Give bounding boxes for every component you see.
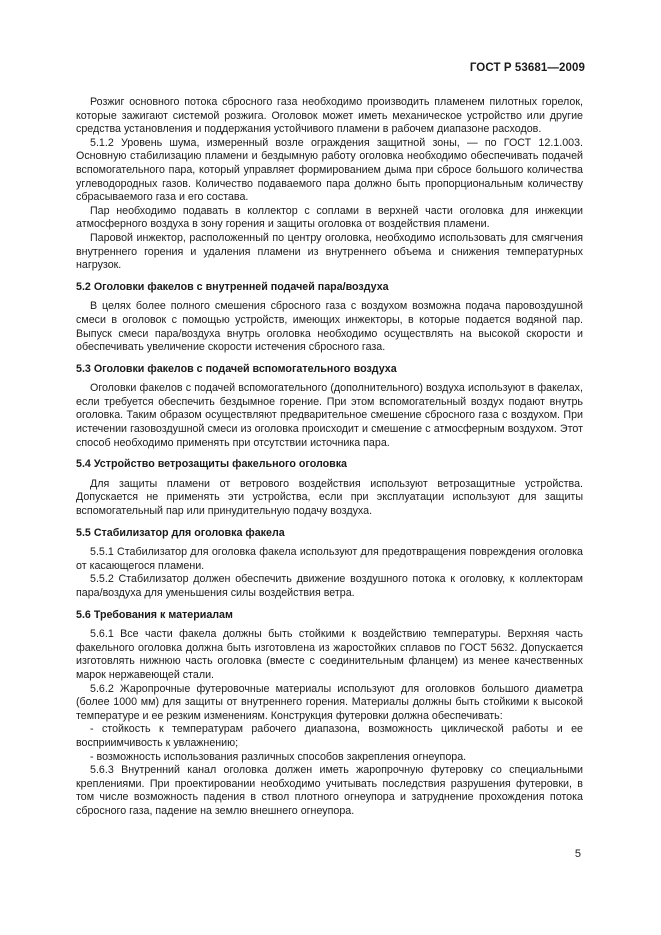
- page-body: [76, 96, 583, 819]
- section-heading: 5.5 Стабилизатор для оголовка факела: [76, 526, 285, 539]
- paragraph: 5.6.3 Внутренний канал оголовка должен иметь жаропрочную футеровку со специальными креплениями. При проектировании необходимо учитывать последствия разрушения футеровки, в том числе возможность падения в ствол плотного огнеупора и затруднение прохождения потока сбросного газа, падение на землю внешнего огнеупора.: [76, 764, 583, 817]
- paragraph: Паровой инжектор, расположенный по центру оголовка, необходимо использовать для смягчения внутреннего горения и удаления пламени из внутреннего объема и снижения температурных нагрузок.: [76, 231, 583, 272]
- page-number: 5: [574, 848, 581, 860]
- paragraph: В целях более полного смешения сбросного газа с воздухом возможна подача паровоздушной смеси в оголовок с помощью устройств, имеющих инжекторы, в которые подается водяной пар. Выпуск смеси пара/воздуха внутрь оголовка необходимо осуществлять на высокой скорости и обеспечивать увеличение скорости истечения сбросного газа.: [76, 300, 583, 354]
- section-heading: 5.2 Оголовки факелов с внутренней подачей пара/воздуха: [76, 280, 389, 293]
- paragraph: 5.5.2 Стабилизатор должен обеспечить движение воздушного потока к оголовку, к коллекторам пара/воздуха для уменьшения силы воздействия ветра.: [76, 573, 583, 599]
- section-heading: 5.6 Требования к материалам: [76, 608, 233, 621]
- paragraph: Оголовки факелов с подачей вспомогательного (дополнительного) воздуха используют в факелах, если требуется обеспечить бездымное горение. При этом вспомогательный воздух подают внутрь оголовка. Таким образом осуществляют предварительное смешение сбросного газа с воздухом. При истечении газовоздушной смеси из оголовка происходит и смешение с атмосферным воздухом. Этот способ необходимо применять при отсутствии источника пара.: [76, 382, 583, 449]
- paragraph: Розжиг основного потока сбросного газа необходимо производить пламенем пилотных горелок, которые зажигают системой розжига. Оголовок может иметь механическое устройство или другие средства установления и поддержания устойчивого пламени в рабочем диапазоне расходов.: [76, 96, 583, 136]
- paragraph: 5.1.2 Уровень шума, измеренный возле ограждения защитной зоны, — по ГОСТ 12.1.003. Основную стабилизацию пламени и бездымную работу оголовка необходимо обеспечивать подачей вспомогательного пара, который управляет формированием дыма при сбросе большого количества углеводородных газов. Количество подаваемого пара должно быть пропорциональным количеству сбрасываемого газа и его состава.: [76, 136, 583, 204]
- paragraph: Пар необходимо подавать в коллектор с соплами в верхней части оголовка для инжекции атмосферного воздуха в зону горения и защиты оголовка от воздействия пламени.: [76, 204, 583, 231]
- paragraph: Для защиты пламени от ветрового воздействия используют ветрозащитные устройства. Допускается не применять эти устройства, если при эксплуатации используют для защиты вспомогательный пар или принудительную подачу воздуха.: [76, 477, 583, 518]
- document-code: ГОСТ Р 53681—2009: [469, 62, 585, 74]
- list-item: - возможность использования различных способов закрепления огнеупора.: [90, 750, 467, 763]
- paragraph: 5.6.1 Все части факела должны быть стойкими к воздействию температуры. Верхняя часть факельного оголовка должна быть изготовлена из жаростойких сплавов по ГОСТ 5632. Допускается изготовлять нижнюю часть оголовка (вместе с соединительным фланцем) из менее качественных марок нержавеющей стали.: [76, 628, 583, 681]
- list-item: - стойкость к температурам рабочего диапазона, возможность циклической работы и ее восприимчивость к увлажнению;: [76, 723, 583, 749]
- paragraph: 5.6.2 Жаропрочные футеровочные материалы используют для оголовков большого диаметра (более 1000 мм) для защиты от внутреннего горения. Материалы должны быть стойкими к высокой температуре и ее резким изменениям. Конструкция футеровки должна обеспечивать:: [76, 682, 583, 722]
- section-heading: 5.3 Оголовки факелов с подачей вспомогательного воздуха: [76, 362, 397, 375]
- paragraph: 5.5.1 Стабилизатор для оголовка факела используют для предотвращения повреждения оголовка от касающегося пламени.: [76, 546, 583, 572]
- section-heading: 5.4 Устройство ветрозащиты факельного оголовка: [76, 458, 348, 471]
